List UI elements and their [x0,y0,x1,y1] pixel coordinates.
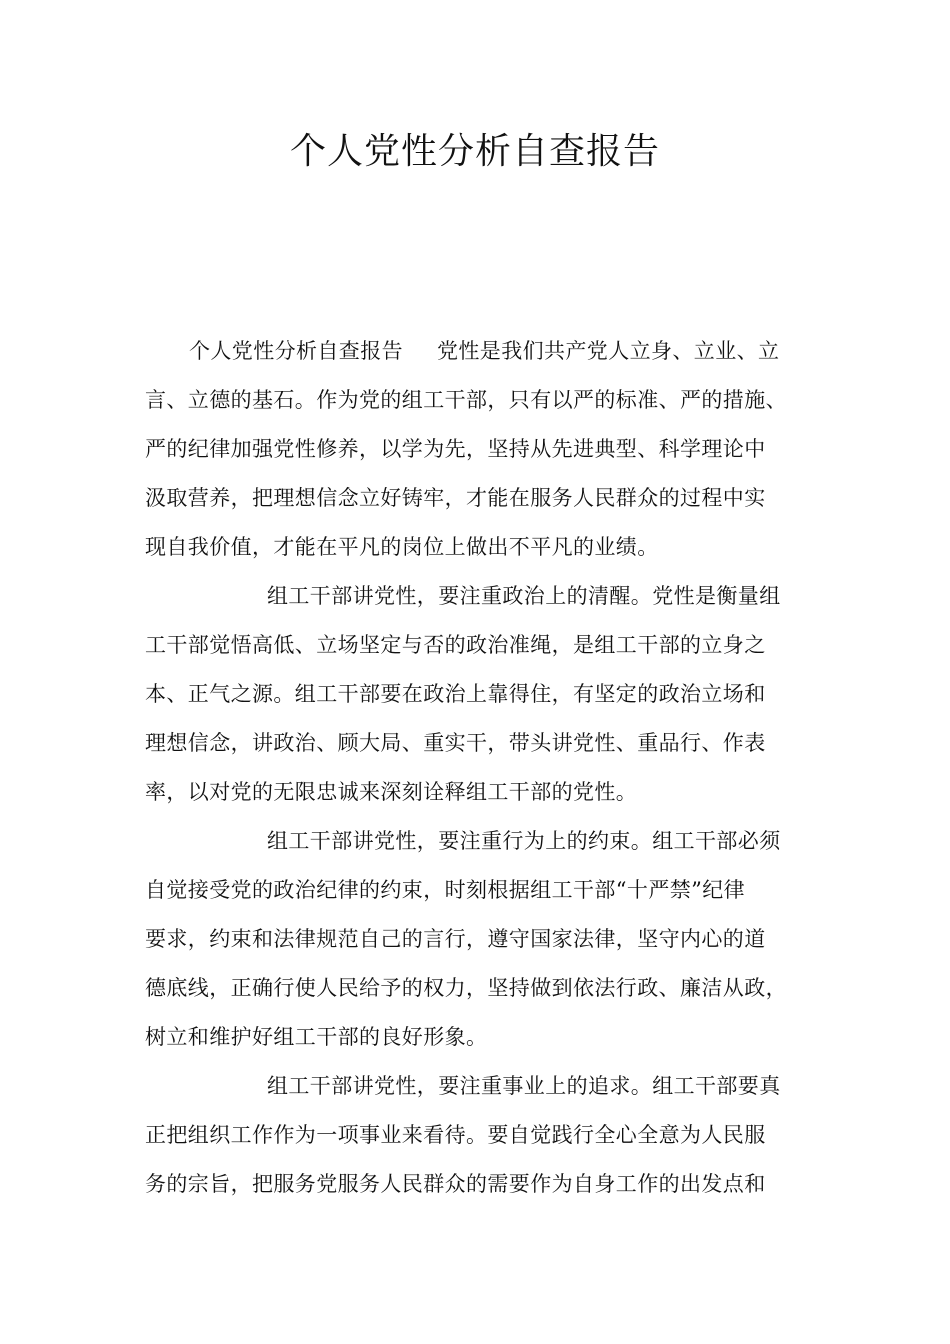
paragraph-2 [145,572,825,817]
paragraph-line: 工干部觉悟高低、立场坚定与否的政治准绳，是组工干部的立身之 [145,633,766,657]
paragraph-line: 自觉接受党的政治纪律的约束，时刻根据组工干部“十严禁”纪律 [145,878,746,902]
paragraph-4 [145,1062,825,1209]
paragraph-line: 理想信念，讲政治、顾大局、重实干，带头讲党性、重品行、作表 [145,731,766,755]
paragraph-line: 组工干部讲党性，要注重事业上的追求。组工干部要真 [267,1074,781,1098]
document-title: 个人党性分析自查报告 [289,131,660,172]
document-body [145,327,825,1209]
paragraph-line: 率，以对党的无限忠诚来深刻诠释组工干部的党性。 [145,780,638,804]
paragraph-line: 要求，约束和法律规范自己的言行，遵守国家法律，坚守内心的道 [145,927,766,951]
paragraph-line: 组工干部讲党性，要注重行为上的约束。组工干部必须 [267,829,781,853]
paragraph-1 [145,327,825,572]
paragraph-line: 务的宗旨，把服务党服务人民群众的需要作为自身工作的出发点和 [145,1172,766,1196]
paragraph-line: 严的纪律加强党性修养，以学为先，坚持从先进典型、科学理论中 [145,437,766,461]
paragraph-line: 德底线，正确行使人民给予的权力，坚持做到依法行政、廉洁从政， [145,976,787,1000]
paragraph-line: 组工干部讲党性，要注重政治上的清醒。党性是衡量组 [267,584,781,608]
paragraph-line [145,327,825,376]
paragraph-line: 正把组织工作作为一项事业来看待。要自觉践行全心全意为人民服 [145,1123,766,1147]
paragraph-line: 树立和维护好组工干部的良好形象。 [145,1025,488,1049]
paragraph-3 [145,817,825,1062]
paragraph-line: 现自我价值，才能在平凡的岗位上做出不平凡的业绩。 [145,535,659,559]
paragraph-line: 汲取营养，把理想信念立好铸牢，才能在服务人民群众的过程中实 [145,486,766,510]
paragraph-line: 本、正气之源。组工干部要在政治上靠得住，有坚定的政治立场和 [145,682,766,706]
paragraph-line: 言、立德的基石。作为党的组工干部，只有以严的标准、严的措施、 [145,388,787,412]
paragraph-text: 党性是我们共产党人立身、立业、立 [437,339,780,363]
inline-heading: 个人党性分析自查报告 [189,339,403,363]
